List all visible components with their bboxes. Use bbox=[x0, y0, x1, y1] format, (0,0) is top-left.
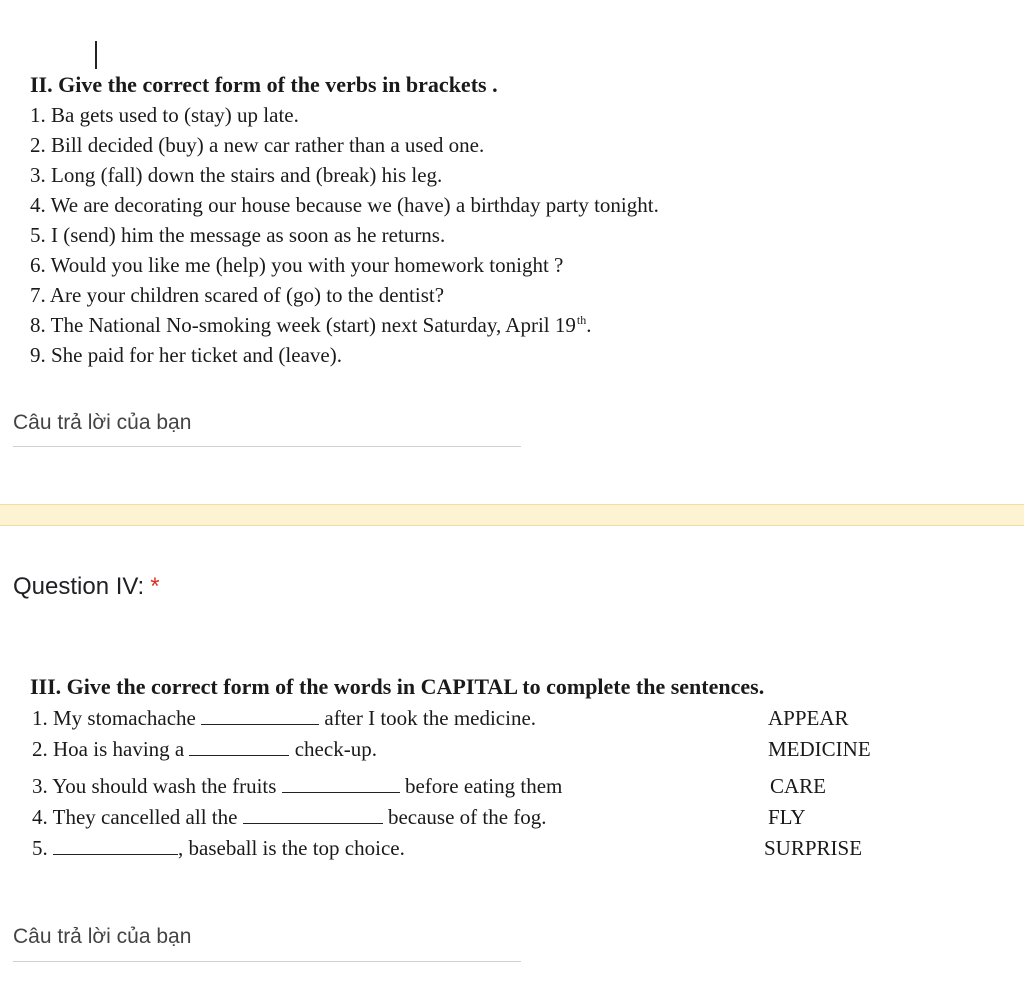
item-text-before: 2. Hoa is having a bbox=[32, 737, 185, 761]
item-text-before: 5. bbox=[32, 836, 48, 860]
capital-word: CARE bbox=[770, 774, 827, 798]
capital-word: MEDICINE bbox=[768, 737, 871, 761]
item-text-before: 1. My stomachache bbox=[32, 706, 196, 730]
capital-word: FLY bbox=[768, 805, 806, 829]
exercise-item: 4. We are decorating our house because we (have) a birthday party tonight. bbox=[30, 193, 659, 217]
text-cursor bbox=[95, 41, 97, 69]
answer-input-2[interactable]: Câu trả lời của bạn bbox=[13, 925, 192, 948]
required-mark: * bbox=[150, 573, 160, 600]
exercise-item-end: . bbox=[586, 313, 592, 337]
item-text-after: check-up. bbox=[294, 737, 377, 761]
blank-line bbox=[53, 837, 178, 855]
item-text-before: 3. You should wash the fruits bbox=[32, 774, 277, 798]
blank-line bbox=[243, 806, 383, 824]
exercise-item bbox=[32, 706, 536, 731]
exercise-item: 2. Bill decided (buy) a new car rather than a used one. bbox=[30, 133, 485, 157]
exercise-item bbox=[32, 836, 405, 861]
capital-word: APPEAR bbox=[768, 706, 849, 730]
blank-line bbox=[282, 775, 400, 793]
exercise-item: 3. Long (fall) down the stairs and (break) his leg. bbox=[30, 163, 443, 187]
exercise-item bbox=[30, 313, 591, 338]
exercise-item: 6. Would you like me (help) you with your homework tonight ? bbox=[30, 253, 564, 277]
item-text-after: after I took the medicine. bbox=[324, 706, 537, 730]
blank-line bbox=[189, 738, 289, 756]
answer-input-1[interactable]: Câu trả lời của bạn bbox=[13, 411, 192, 434]
exercise-item bbox=[32, 805, 547, 830]
item-text-after: before eating them bbox=[404, 774, 563, 798]
blank-line bbox=[201, 707, 319, 725]
exercise-item-text: 8. The National No-smoking week (start) next Saturday, April 19 bbox=[30, 313, 576, 337]
section-heading-words: III. Give the correct form of the words in CAPITAL to complete the sentences. bbox=[30, 674, 765, 699]
item-text-after: because of the fog. bbox=[387, 805, 547, 829]
answer-underline bbox=[13, 961, 521, 962]
question-title bbox=[13, 573, 160, 601]
item-text-before: 4. They cancelled all the bbox=[32, 805, 238, 829]
answer-underline bbox=[13, 446, 521, 447]
question-title-text: Question IV: bbox=[13, 573, 145, 600]
item-text-after: , baseball is the top choice. bbox=[178, 836, 405, 860]
section-divider bbox=[0, 504, 1024, 526]
section-heading-verbs: II. Give the correct form of the verbs in brackets . bbox=[30, 72, 498, 97]
exercise-item: 5. I (send) him the message as soon as he returns. bbox=[30, 223, 446, 247]
exercise-item bbox=[32, 774, 562, 799]
exercise-item bbox=[32, 737, 377, 762]
exercise-item: 9. She paid for her ticket and (leave). bbox=[30, 343, 342, 367]
ordinal-suffix: th bbox=[576, 313, 587, 327]
exercise-item: 1. Ba gets used to (stay) up late. bbox=[30, 103, 299, 127]
capital-word: SURPRISE bbox=[764, 836, 863, 860]
exercise-item: 7. Are your children scared of (go) to the dentist? bbox=[30, 283, 445, 307]
